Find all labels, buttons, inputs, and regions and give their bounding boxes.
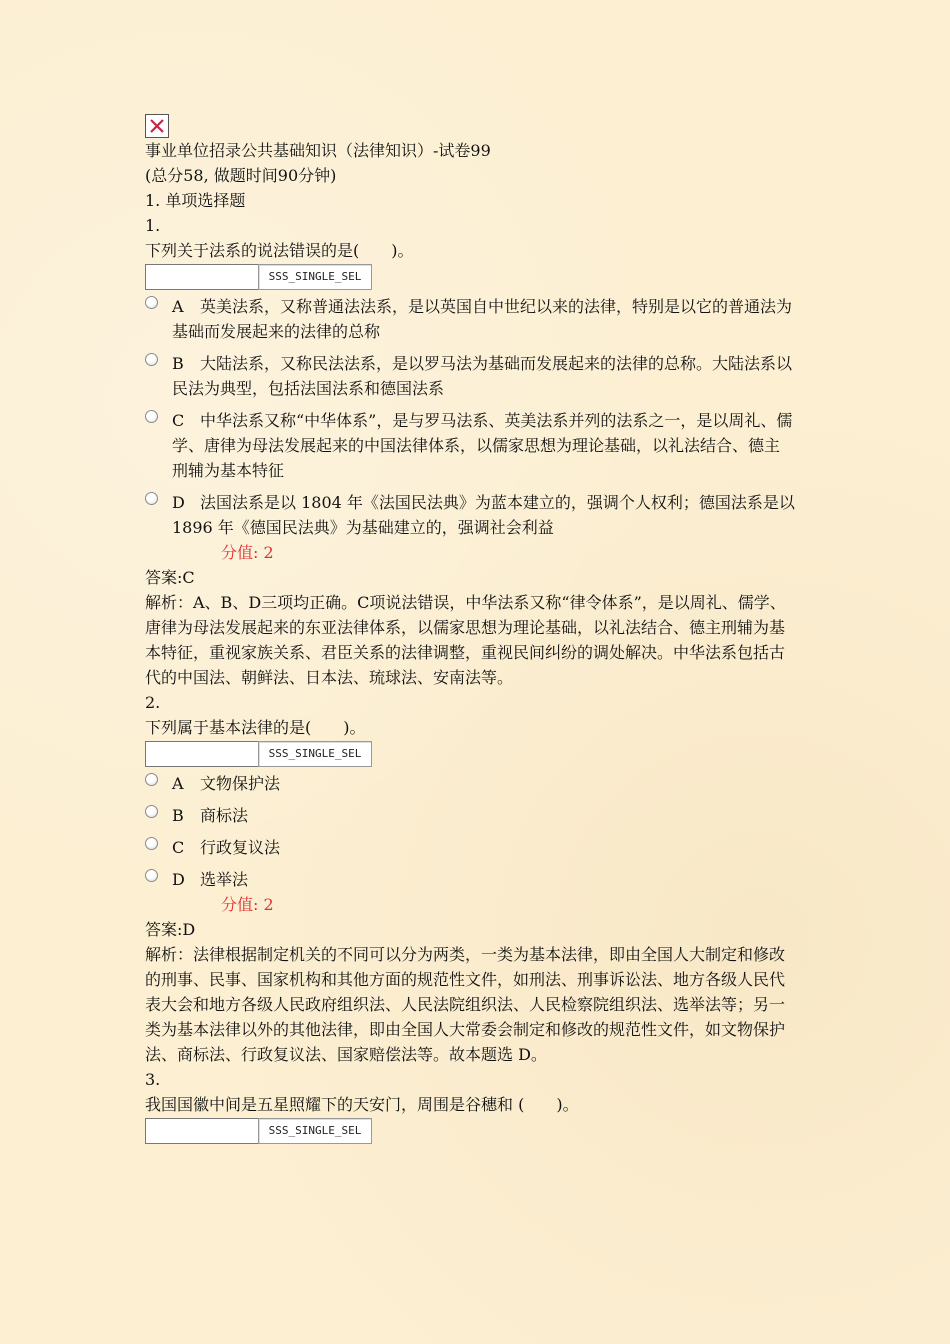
option-c[interactable] (145, 408, 795, 483)
broken-image-icon (145, 114, 169, 138)
radio-button[interactable] (145, 296, 158, 309)
answer-input[interactable] (145, 1118, 258, 1144)
single-select-button[interactable]: SSS_SINGLE_SEL (258, 264, 372, 290)
option-letter: C (172, 838, 185, 857)
radio-button[interactable] (145, 410, 158, 423)
answer-input[interactable] (145, 741, 258, 767)
question-number: 3. (145, 1070, 161, 1089)
option-a[interactable] (145, 771, 795, 796)
option-letter: A (172, 297, 184, 316)
option-a[interactable] (145, 294, 795, 344)
analysis-text: 解析：法律根据制定机关的不同可以分为两类，一类为基本法律，即由全国人大制定和修改的刑事、民事、国家机构和其他方面的规范性文件，如刑法、刑事诉讼法、地方各级人民代表大会和地方各级人民政府组织法、人民法院组织法、人民检察院组织法、选举法等；另一类为基本法律以外的其他法律，即由全国人大常委会制定和修改的规范性文件，如文物保护法、商标法、行政复议法、国家赔偿法等。故本题选 D。 (145, 945, 786, 1064)
radio-button[interactable] (145, 869, 158, 882)
option-letter: D (172, 493, 185, 512)
option-b[interactable] (145, 803, 795, 828)
section-heading: 1. 单项选择题 (145, 191, 246, 210)
option-letter: A (172, 774, 184, 793)
option-letter: B (172, 354, 184, 373)
option-letter: C (172, 411, 185, 430)
option-text: 法国法系是以 1804 年《法国民法典》为蓝本建立的，强调个人权利；德国法系是以 1896 年《德国民法典》为基础建立的，强调社会利益 (172, 493, 795, 537)
answer-input[interactable] (145, 264, 258, 290)
question-3 (145, 1067, 795, 1144)
answer-select (145, 1118, 795, 1144)
exam-page (145, 114, 795, 1148)
analysis-text: 解析：A、B、D三项均正确。C项说法错误，中华法系又称“律令体系”，是以周礼、儒学、唐律为母法发展起来的东亚法律体系，以儒家思想为理论基础，以礼法结合、德主刑辅为基本特征，重视家族关系、君臣关系的法律调整，重视民间纠纷的调处解决。中华法系包括古代的中国法、朝鲜法、日本法、琉球法、安南法等。 (145, 593, 786, 687)
question-stem: 下列关于法系的说法错误的是( )。 (145, 241, 414, 260)
question-stem: 我国国徽中间是五星照耀下的天安门，周围是谷穗和 ( )。 (145, 1095, 579, 1114)
option-d[interactable] (145, 867, 795, 892)
exam-meta: (总分58, 做题时间90分钟) (145, 166, 337, 185)
radio-button[interactable] (145, 492, 158, 505)
answer-label: 答案:D (145, 920, 196, 939)
option-text: 英美法系，又称普通法法系，是以英国自中世纪以来的法律，特别是以它的普通法为基础而发展起来的法律的总称 (172, 297, 793, 341)
option-letter: B (172, 806, 184, 825)
question-number: 1. (145, 216, 161, 235)
question-1 (145, 213, 795, 690)
answer-label: 答案:C (145, 568, 195, 587)
option-letter: D (172, 870, 185, 889)
score-label: 分值: 2 (221, 895, 274, 914)
option-text: 大陆法系，又称民法法系，是以罗马法为基础而发展起来的法律的总称。大陆法系以民法为典型，包括法国法系和德国法系 (172, 354, 793, 398)
radio-button[interactable] (145, 805, 158, 818)
option-text: 中华法系又称“中华体系”，是与罗马法系、英美法系并列的法系之一，是以周礼、儒学、唐律为母法发展起来的中国法律体系，以儒家思想为理论基础，以礼法结合、德主刑辅为基本特征 (172, 411, 793, 480)
option-text: 商标法 (200, 806, 249, 825)
score-label: 分值: 2 (221, 543, 274, 562)
option-b[interactable] (145, 351, 795, 401)
option-c[interactable] (145, 835, 795, 860)
single-select-button[interactable]: SSS_SINGLE_SEL (258, 741, 372, 767)
question-stem: 下列属于基本法律的是( )。 (145, 718, 366, 737)
radio-button[interactable] (145, 837, 158, 850)
radio-button[interactable] (145, 773, 158, 786)
option-text: 行政复议法 (200, 838, 281, 857)
question-number: 2. (145, 693, 161, 712)
radio-button[interactable] (145, 353, 158, 366)
answer-select (145, 264, 795, 290)
option-d[interactable] (145, 490, 795, 540)
question-2 (145, 690, 795, 1067)
exam-title: 事业单位招录公共基础知识（法律知识）-试卷99 (145, 141, 491, 160)
option-text: 选举法 (200, 870, 249, 889)
option-text: 文物保护法 (200, 774, 281, 793)
single-select-button[interactable]: SSS_SINGLE_SEL (258, 1118, 372, 1144)
answer-select (145, 741, 795, 767)
